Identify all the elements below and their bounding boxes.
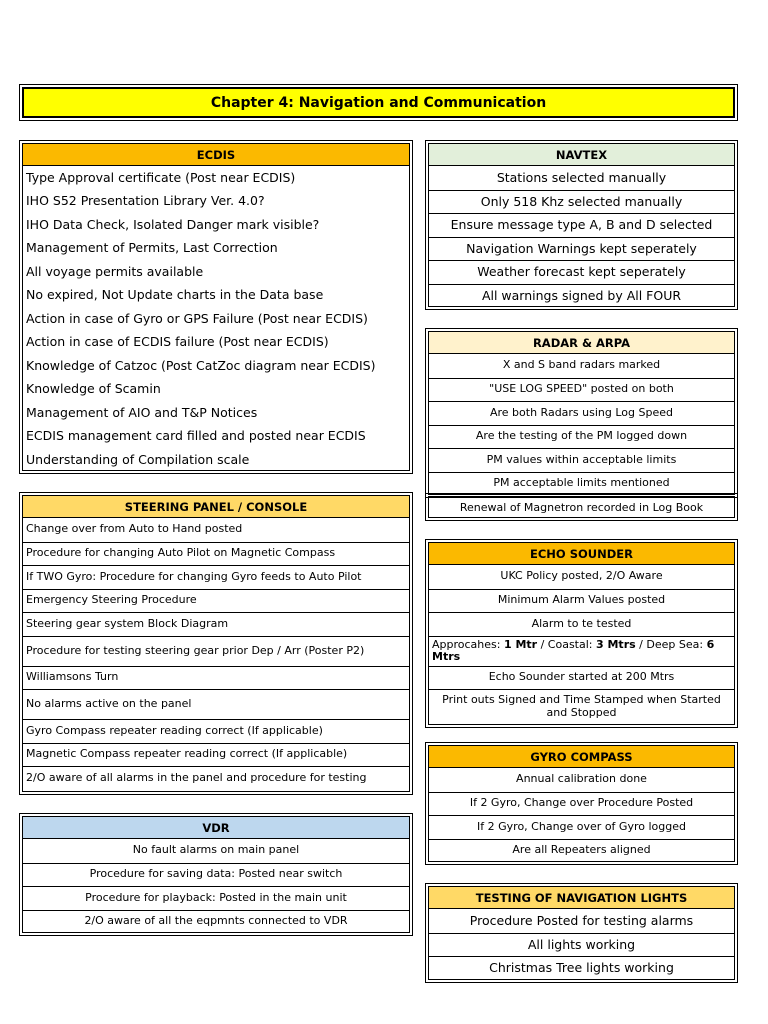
gyro-item: If 2 Gyro, Change over Procedure Posted — [429, 792, 734, 816]
vdr-panel — [22, 816, 410, 933]
navtex-panel — [428, 143, 735, 307]
gyro-item: If 2 Gyro, Change over of Gyro logged — [429, 815, 734, 839]
radar-heading: RADAR & ARPA — [429, 332, 734, 354]
echo-heading: ECHO SOUNDER — [429, 543, 734, 565]
steering-list — [23, 518, 409, 790]
navtex-heading: NAVTEX — [429, 144, 734, 166]
radar-item: PM acceptable limits mentioned — [429, 472, 734, 496]
echo-item: Echo Sounder started at 200 Mtrs — [429, 666, 734, 690]
steering-item: Change over from Auto to Hand posted — [26, 522, 243, 536]
steering-item: 2/O aware of all alarms in the panel and procedure for testing — [23, 766, 409, 790]
echo-panel — [428, 542, 735, 725]
lights-panel — [428, 886, 735, 980]
gyro-item: Are all Repeaters aligned — [429, 839, 734, 863]
navtex-item: Ensure message type A, B and D selected — [429, 213, 734, 237]
ecdis-item: Action in case of ECDIS failure (Post near ECDIS) — [26, 334, 329, 350]
vdr-heading: VDR — [23, 817, 409, 839]
vdr-list — [23, 839, 409, 933]
approaches-value-2: 3 Mtrs — [596, 637, 636, 651]
navtex-item: Navigation Warnings kept seperately — [429, 237, 734, 261]
steering-item: Magnetic Compass repeater reading correct (If applicable) — [23, 743, 409, 767]
vdr-item: Procedure for playback: Posted in the main unit — [23, 886, 409, 910]
ecdis-item: IHO S52 Presentation Library Ver. 4.0? — [26, 193, 265, 209]
radar-item: "USE LOG SPEED" posted on both — [429, 378, 734, 402]
ecdis-item: Knowledge of Catzoc (Post CatZoc diagram near ECDIS) — [26, 357, 376, 373]
radar-item: Are the testing of the PM logged down — [429, 425, 734, 449]
page-title: Chapter 4: Navigation and Communication — [22, 87, 735, 118]
steering-item: Procedure for changing Auto Pilot on Magnetic Compass — [23, 542, 409, 566]
navtex-item: Weather forecast kept seperately — [429, 260, 734, 284]
ecdis-item: IHO Data Check, Isolated Danger mark visible? — [26, 216, 320, 232]
radar-panel — [428, 331, 735, 495]
gyro-panel — [428, 745, 735, 862]
steering-item: Williamsons Turn — [23, 666, 409, 690]
ecdis-item: ECDIS management card filled and posted near ECDIS — [26, 428, 366, 444]
steering-panel — [22, 495, 410, 792]
ecdis-heading: ECDIS — [23, 144, 409, 166]
ecdis-panel — [22, 143, 410, 471]
steering-item: Gyro Compass repeater reading correct (If applicable) — [23, 719, 409, 743]
echo-item: UKC Policy posted, 2/O Aware — [500, 569, 663, 583]
navtex-list — [429, 166, 734, 307]
navtex-item: All warnings signed by All FOUR — [429, 284, 734, 308]
ecdis-item: Management of AIO and T&P Notices — [26, 404, 258, 420]
radar-list — [429, 354, 734, 495]
steering-item: If TWO Gyro: Procedure for changing Gyro feeds to Auto Pilot — [23, 565, 409, 589]
navtex-item: Stations selected manually — [496, 169, 667, 185]
ecdis-item: All voyage permits available — [26, 263, 204, 279]
steering-item: No alarms active on the panel — [23, 689, 409, 719]
lights-heading: TESTING OF NAVIGATION LIGHTS — [429, 887, 734, 909]
radar-item: Are both Radars using Log Speed — [429, 401, 734, 425]
navtex-item: Only 518 Khz selected manually — [429, 190, 734, 214]
approaches-value-1: 1 Mtr — [503, 637, 538, 651]
ecdis-item: Type Approval certificate (Post near ECDIS) — [26, 169, 296, 185]
ecdis-item: Understanding of Compilation scale — [26, 451, 250, 467]
gyro-item: Annual calibration done — [516, 772, 647, 786]
radar-item: PM values within acceptable limits — [429, 448, 734, 472]
echo-item: Minimum Alarm Values posted — [429, 589, 734, 613]
approaches-prefix: Approcahes: — [432, 637, 504, 651]
echo-approaches — [429, 636, 734, 666]
lights-item: All lights working — [429, 933, 734, 957]
vdr-item: Procedure for saving data: Posted near switch — [23, 863, 409, 887]
lights-item: Christmas Tree lights working — [429, 956, 734, 980]
steering-item: Steering gear system Block Diagram — [23, 612, 409, 636]
radar-magnetron-row: Renewal of Magnetron recorded in Log Book — [428, 496, 735, 518]
echo-list — [429, 565, 734, 724]
ecdis-item: Knowledge of Scamin — [26, 381, 161, 397]
lights-item: Procedure Posted for testing alarms — [469, 912, 694, 928]
steering-item: Emergency Steering Procedure — [23, 589, 409, 613]
ecdis-item: Action in case of Gyro or GPS Failure (Post near ECDIS) — [26, 310, 368, 326]
gyro-list — [429, 768, 734, 862]
radar-item: X and S band radars marked — [502, 358, 661, 372]
approaches-mid-2: / Deep Sea: — [635, 637, 707, 651]
echo-item: Print outs Signed and Time Stamped when Started and Stopped — [429, 689, 734, 724]
ecdis-list — [23, 166, 409, 472]
approaches-value-3: 6 Mtrs — [432, 637, 715, 664]
approaches-mid: / Coastal: — [537, 637, 596, 651]
steering-heading: STEERING PANEL / CONSOLE — [23, 496, 409, 518]
vdr-item: 2/O aware of all the eqpmnts connected to VDR — [23, 910, 409, 934]
ecdis-item: No expired, Not Update charts in the Data base — [26, 287, 324, 303]
gyro-heading: GYRO COMPASS — [429, 746, 734, 768]
vdr-item: No fault alarms on main panel — [132, 843, 300, 857]
lights-list — [429, 909, 734, 980]
ecdis-item: Management of Permits, Last Correction — [26, 240, 278, 256]
echo-item: Alarm to te tested — [429, 612, 734, 636]
steering-item: Procedure for testing steering gear prior Dep / Arr (Poster P2) — [23, 636, 409, 666]
